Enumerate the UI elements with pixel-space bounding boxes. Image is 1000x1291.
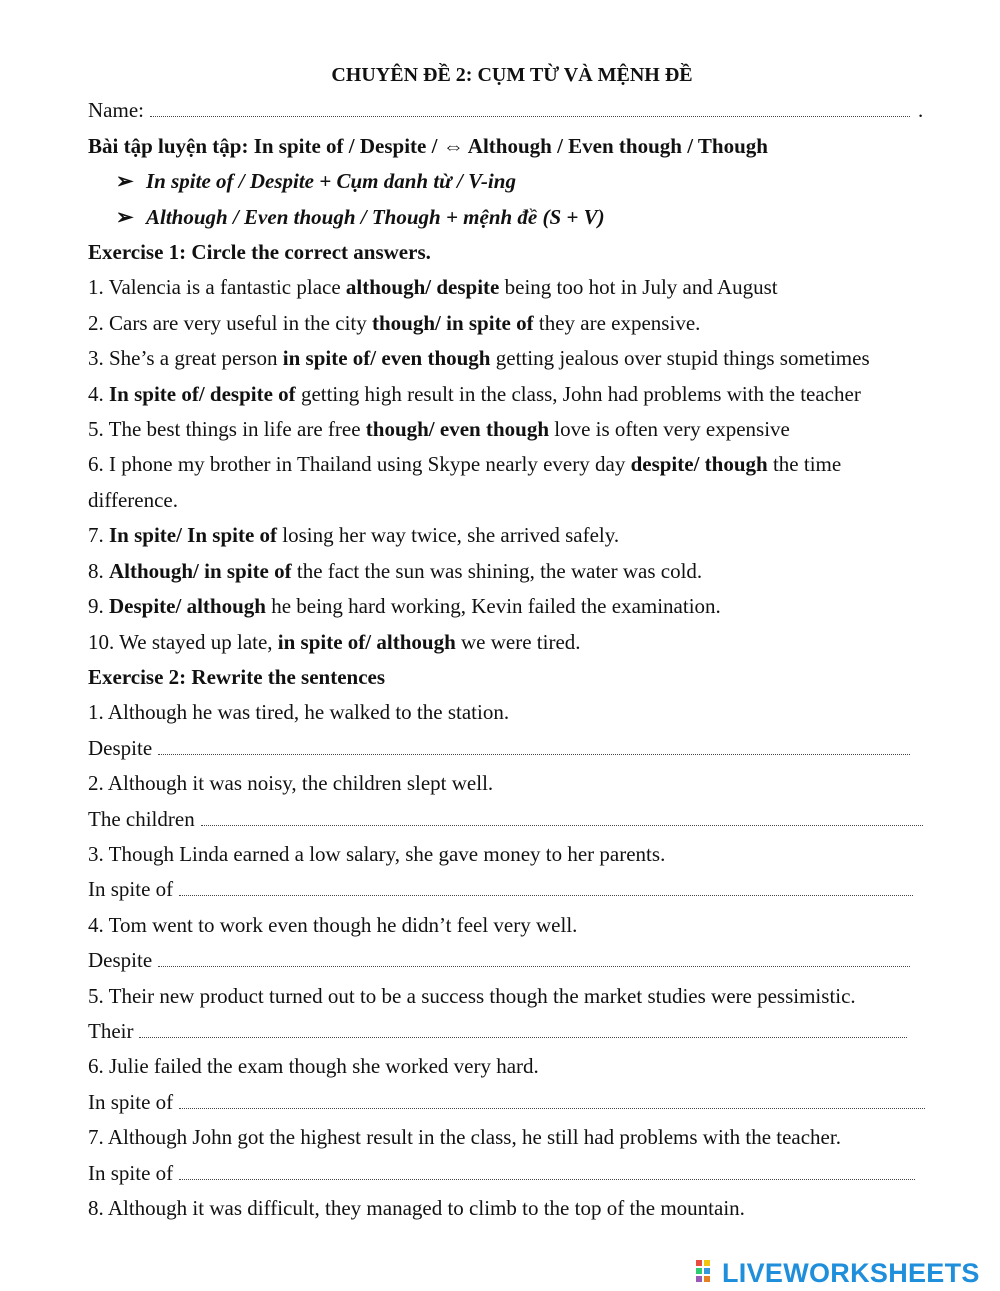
page-title: CHUYÊN ĐỀ 2: CỤM TỪ VÀ MỆNH ĐỀ	[331, 64, 693, 86]
choice-option[interactable]: although/ despite	[345, 275, 500, 300]
choice-option[interactable]: though/ even though	[365, 417, 549, 442]
arrow-bullet-icon: ➢	[116, 169, 134, 194]
name-row	[88, 93, 948, 128]
double-arrow-icon: ⇔	[442, 133, 464, 158]
exercise1-item: 5. The best things in life are free though/ even though love is often very expensive	[88, 417, 790, 442]
name-end: .	[917, 98, 924, 123]
liveworksheets-logo	[696, 1258, 980, 1288]
exercise2-sentence: 8. Although it was difficult, they managed to climb to the top of the mountain.	[88, 1196, 745, 1220]
exercise2-answer-row: Despite	[88, 731, 948, 766]
answer-input[interactable]	[139, 1033, 907, 1038]
name-input[interactable]	[150, 112, 910, 117]
exercise2-sentence: 2. Although it was noisy, the children slept well.	[88, 771, 494, 796]
exercise2-sentence: 5. Their new product turned out to be a success though the market studies were pessimistic.	[88, 983, 856, 1008]
exercise2-title: Exercise 2: Rewrite the sentences	[88, 664, 386, 689]
rule-bullet-2: ➢ Although / Even though / Though + mệnh đề (S + V)	[88, 200, 948, 235]
choice-option[interactable]: in spite of/ although	[277, 629, 456, 654]
brand-name: LIVEWORKSHEETS	[722, 1257, 980, 1288]
exercise2-sentence: 1. Although he was tired, he walked to the station.	[88, 700, 510, 725]
exercise1-list	[88, 270, 948, 659]
arrow-bullet-icon: ➢	[116, 204, 134, 229]
answer-input[interactable]	[201, 821, 923, 826]
exercise1-item: 8. Although/ in spite of the fact the sun was shining, the water was cold.	[88, 558, 703, 583]
answer-input[interactable]	[179, 1175, 915, 1180]
exercise2-sentence: 3. Though Linda earned a low salary, she gave money to her parents.	[88, 841, 666, 866]
exercise2-answer-row: The children	[88, 802, 948, 837]
exercise1-item: 9. Despite/ although he being hard working, Kevin failed the examination.	[88, 594, 721, 619]
worksheet-page	[88, 58, 948, 1226]
choice-option[interactable]: In spite of/ despite of	[109, 381, 296, 406]
exercise1-item: 2. Cars are very useful in the city though/ in spite of they are expensive.	[88, 310, 701, 335]
exercise1-item: 4. In spite of/ despite of getting high result in the class, John had problems with the teacher	[88, 381, 861, 406]
exercise1-item: 1. Valencia is a fantastic place although/ despite being too hot in July and August	[88, 275, 778, 300]
exercise1-item: 10. We stayed up late, in spite of/ although we were tired.	[88, 629, 581, 654]
exercise1-item: 7. In spite/ In spite of losing her way twice, she arrived safely.	[88, 523, 620, 548]
exercise2-answer-row: Despite	[88, 943, 948, 978]
liveworksheets-icon	[696, 1260, 718, 1286]
exercise2-answer-row: In spite of	[88, 1156, 948, 1191]
choice-option[interactable]: Although/ in spite of	[109, 558, 292, 583]
answer-input[interactable]	[158, 962, 910, 967]
exercise1-title: Exercise 1: Circle the correct answers.	[88, 240, 431, 265]
choice-option[interactable]: In spite/ In spite of	[109, 523, 278, 548]
exercise2-list	[88, 695, 948, 1226]
exercise2-answer-row: In spite of	[88, 1085, 948, 1120]
exercise2-answer-row: Their	[88, 1014, 948, 1049]
choice-option[interactable]: despite/ though	[630, 452, 768, 477]
choice-option[interactable]: in spite of/ even though	[282, 346, 491, 371]
rule-bullet-1: ➢ In spite of / Despite + Cụm danh từ / V-ing	[88, 164, 948, 199]
answer-input[interactable]	[158, 750, 910, 755]
exercise2-sentence: 7. Although John got the highest result in the class, he still had problems with the teacher.	[88, 1125, 841, 1150]
exercise1-item: 6. I phone my brother in Thailand using Skype nearly every day despite/ though the time difference.	[88, 452, 842, 512]
name-label: Name:	[88, 98, 144, 123]
answer-input[interactable]	[179, 891, 913, 896]
exercise2-answer-row: In spite of	[88, 872, 948, 907]
exercise2-sentence: 4. Tom went to work even though he didn’t feel very well.	[88, 912, 578, 937]
exercise1-item: 3. She’s a great person in spite of/ even though getting jealous over stupid things sometimes	[88, 346, 870, 371]
choice-option[interactable]: Despite/ although	[109, 594, 266, 619]
choice-option[interactable]: though/ in spite of	[372, 310, 534, 335]
practice-heading: Bài tập luyện tập: In spite of / Despite / ⇔ Although / Even though / Though	[88, 133, 768, 158]
answer-input[interactable]	[179, 1104, 925, 1109]
exercise2-sentence: 6. Julie failed the exam though she worked very hard.	[88, 1054, 539, 1079]
